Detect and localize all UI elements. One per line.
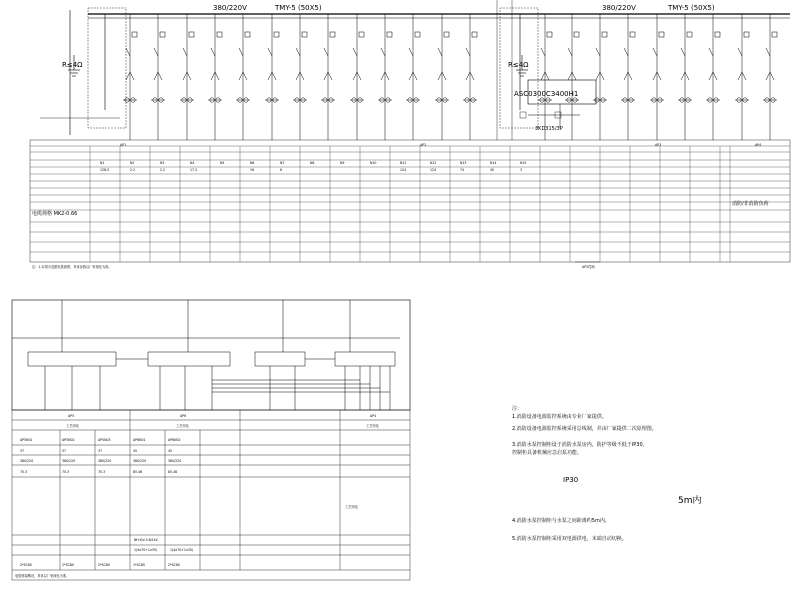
circuit-power: 74 — [460, 168, 465, 172]
feeder-id: AP5N03 — [98, 438, 111, 442]
ground-label-right: R≤4Ω — [508, 61, 529, 69]
feeder-6 — [265, 14, 279, 140]
feeder-5 — [236, 14, 250, 140]
note-item: 2.消防设备电源监控系统采用总线制，并由厂家提供二次原理图。 — [512, 426, 657, 432]
feeder-voltage: 380/220 — [168, 459, 182, 463]
feeder-7 — [293, 14, 307, 140]
header-ap5: AP5 — [68, 414, 75, 418]
feeder-current: 70.3 — [98, 470, 106, 474]
circuit-power: 3 — [520, 168, 523, 172]
cabinet-ap2: AP2 — [420, 143, 427, 147]
note-item: 4.消防水泵控制柜与水泵之间距离约5m内。 — [512, 518, 610, 524]
feeder-power: 45 — [133, 449, 138, 453]
cabinet-ap1: AP1 — [120, 143, 127, 147]
feeder-power: 45 — [168, 449, 173, 453]
feeder-id: AP5N02 — [62, 438, 75, 442]
circuit-id: N5 — [220, 161, 225, 165]
ground-label-left: R≤4Ω — [62, 61, 83, 69]
feeder-20 — [706, 14, 720, 140]
circuit-id: N14 — [490, 161, 497, 165]
notes-title: 注： — [512, 406, 523, 412]
breaker-label: 3KD315/3P — [535, 126, 563, 132]
feeder-9 — [350, 14, 364, 140]
ats-label: ASC0300C3400H1 — [514, 90, 579, 98]
feeder-voltage: 380/220 — [133, 459, 147, 463]
cabinet-ap4: AP4 — [755, 143, 762, 147]
feeder-19 — [678, 14, 692, 140]
cabinet-ap3: AP3 — [655, 143, 662, 147]
feeder-3 — [180, 14, 194, 140]
circuit-id: N2 — [130, 161, 135, 165]
ap2-marker: AP2控制 — [582, 265, 595, 269]
header-ap6: AP6 — [180, 414, 187, 418]
feeder-4 — [208, 14, 222, 140]
feeder-12 — [435, 14, 449, 140]
circuit-id: N8 — [310, 161, 315, 165]
side-label: 工艺用电 — [345, 505, 358, 509]
feeder-16 — [593, 14, 607, 140]
feeder-power: 37 — [20, 449, 25, 453]
circuit-id: N3 — [160, 161, 165, 165]
feeder-current: 85.46 — [168, 470, 178, 474]
note-item: 5.消防水泵控制柜采用双电源供电，末端自动切换。 — [512, 536, 627, 542]
circuit-power: 124 — [430, 168, 437, 172]
feeder-current: 70.3 — [20, 470, 28, 474]
feeder-conduit: 1*SC80 — [133, 563, 145, 567]
notes-block — [512, 405, 522, 412]
feeder-power: 37 — [98, 449, 103, 453]
cable-spec-c: 1(4x70+1x35) — [170, 548, 194, 552]
feeder-21 — [735, 14, 749, 140]
cable-spec-b: 1(4x70+1x35) — [134, 548, 158, 552]
busbar-spec-left: TMY-5 (50X5) — [275, 4, 322, 12]
feeder-conduit: 2*SC80 — [98, 563, 110, 567]
feeder-11 — [406, 14, 420, 140]
circuit-power: 45 — [490, 168, 495, 172]
circuit-id: N12 — [430, 161, 437, 165]
circuit-id: N1 — [100, 161, 105, 165]
circuit-power: 2.2 — [130, 168, 136, 172]
feeder-id: AP5N01 — [20, 438, 33, 442]
ip-label: IP30 — [563, 476, 579, 484]
feeder-conduit: 2*SC80 — [20, 563, 32, 567]
feeder-conduit: 2*SC80 — [62, 563, 74, 567]
feeder-2 — [151, 14, 165, 140]
circuit-id: N9 — [340, 161, 345, 165]
circuit-id: N15 — [520, 161, 527, 165]
circuit-id: N6 — [250, 161, 255, 165]
side-note: 消防/非消防负荷 — [732, 201, 769, 207]
circuit-id: N10 — [370, 161, 377, 165]
feeder-voltage: 380/220 — [20, 459, 34, 463]
cable-spec-a: NH-YJV-0.6/1kV — [134, 538, 158, 542]
footnote: 注：1.本图为变配电系统图，具体参数以厂家深化为准。 — [32, 265, 112, 269]
feeder-17 — [621, 14, 635, 140]
feeder-15 — [565, 14, 579, 140]
circuit-power: 124 — [400, 168, 407, 172]
feeder-18 — [650, 14, 664, 140]
feeder-current: 85.46 — [133, 470, 143, 474]
circuit-power: 128.5 — [100, 168, 110, 172]
header-ap4: AP4 — [370, 414, 377, 418]
circuit-id: N11 — [400, 161, 407, 165]
feeder-power: 37 — [62, 449, 67, 453]
feeder-14 — [538, 14, 552, 140]
top-table — [30, 140, 790, 262]
distance-label: 5m内 — [678, 496, 702, 506]
circuit-power: 17.2 — [190, 168, 198, 172]
circuit-power: 2.2 — [160, 168, 166, 172]
note-item: 1.消防设备电源监控系统由专业厂家提供。 — [512, 414, 607, 420]
feeder-conduit: 2*SC80 — [168, 563, 180, 567]
top-busbar-section — [70, 0, 790, 140]
busbar-voltage-right: 380/220V — [602, 4, 636, 12]
feeder-voltage: 380/220 — [62, 459, 76, 463]
bottom-table — [12, 410, 410, 580]
feeder-8 — [321, 14, 335, 140]
bottom-left-diagram — [12, 300, 410, 410]
feeder-13 — [463, 14, 477, 140]
circuit-id: N4 — [190, 161, 195, 165]
feeder-voltage: 380/220 — [98, 459, 112, 463]
circuit-id: N7 — [280, 161, 285, 165]
feeder-1 — [123, 14, 137, 140]
busbar-spec-right: TMY-5 (50X5) — [668, 4, 715, 12]
feeder-current: 70.3 — [62, 470, 70, 474]
feeder-22 — [763, 14, 777, 140]
circuit-power: 6 — [280, 168, 283, 172]
bottom-note: 电缆桥架敷设，具体以厂家深化为准。 — [15, 574, 70, 578]
circuit-power: 16 — [250, 168, 255, 172]
cable-spec-label: 电缆规格 MK2-0.66 — [32, 211, 78, 217]
sub-header: 工艺用电 — [66, 424, 79, 428]
sub-header: 工艺用电 — [176, 424, 189, 428]
feeder-id: AP6N01 — [133, 438, 146, 442]
circuit-id: N13 — [460, 161, 467, 165]
note-item: 3.消防水泵控制柜设于消防水泵房内，防护等级不低于IP30， — [512, 442, 648, 448]
feeder-group — [123, 14, 777, 140]
feeder-10 — [378, 14, 392, 140]
busbar-voltage-left: 380/220V — [213, 4, 247, 12]
sub-header: 工艺用电 — [366, 424, 379, 428]
feeder-id: AP6N02 — [168, 438, 181, 442]
note-item: 控制柜具备机械应急启泵功能。 — [512, 450, 583, 456]
